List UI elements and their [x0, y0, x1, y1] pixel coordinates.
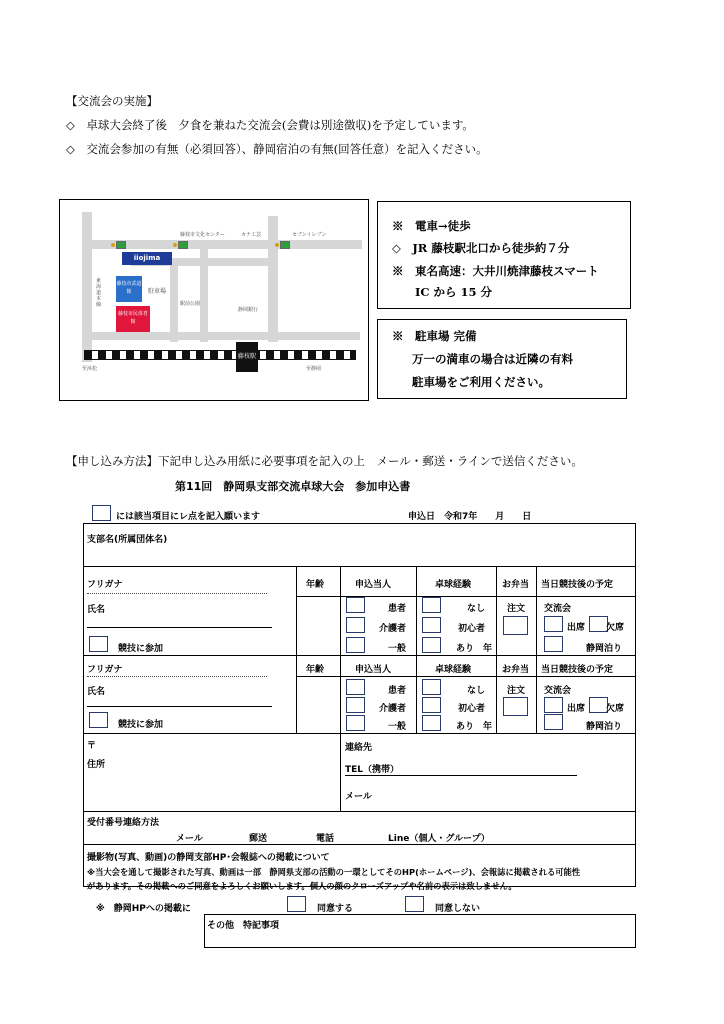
carer-label-2: 介護者 — [379, 704, 407, 714]
map-label-ekimae: 駅前公園 — [180, 301, 201, 307]
attend-label-2: 出席 — [567, 704, 586, 714]
compete-label-2: 競技に参加 — [118, 720, 164, 730]
method-mail: メール — [176, 834, 203, 844]
applicant-header-2: 申込当人 — [355, 665, 392, 675]
address-label: 住所 — [87, 760, 106, 770]
age-header-2: 年齢 — [306, 665, 325, 675]
name-label-2: 氏名 — [87, 687, 106, 697]
exp-beginner-label-1: 初心者 — [458, 624, 486, 634]
intro-heading: 【交流会の実施】 — [66, 94, 158, 108]
party-label-2: 交流会 — [544, 686, 572, 696]
exp-years-label-1: あり 年 — [456, 644, 493, 654]
attend-checkbox-1[interactable] — [544, 616, 563, 632]
photo-title: 撮影物(写真、動画)の静岡支部HP･会報誌への掲載について — [87, 853, 330, 863]
map-label-bank: 静岡銀行 — [238, 307, 259, 313]
name-label-1: 氏名 — [87, 605, 106, 615]
intro-line-1: ◇ 卓球大会終了後 夕食を兼ねた交流会(会費は別途徴収)を予定しています。 — [66, 118, 474, 132]
photo-note-2: があります。その掲載へのご同意をよろしくお願いします。個人の顔のクローズアップや名前の表示は致しません。 — [87, 881, 517, 891]
bento-header-2: お弁当 — [502, 665, 530, 675]
patient-label-1: 患者 — [388, 604, 407, 614]
exp-beginner-checkbox-1[interactable] — [422, 617, 441, 633]
station-block: 藤枝駅 — [236, 342, 258, 372]
store-logo: iiojima — [122, 252, 172, 265]
carer-checkbox-2[interactable] — [346, 697, 365, 713]
general-checkbox-2[interactable] — [346, 715, 365, 731]
exp-beginner-label-2: 初心者 — [458, 704, 486, 714]
order-label-1: 注文 — [507, 604, 526, 614]
age-header-1: 年齢 — [306, 580, 325, 590]
exp-years-label-2: あり 年 — [456, 722, 493, 732]
compete-checkbox-2[interactable] — [89, 712, 108, 728]
exp-years-checkbox-1[interactable] — [422, 637, 441, 653]
map-label-tokaido: 東海道本線 — [96, 278, 102, 308]
agree-label: 同意する — [317, 904, 354, 914]
access-line-4: IC から 15 分 — [415, 285, 493, 299]
intro-line-2: ◇ 交流会参加の有無（必須回答）、静岡宿泊の有無(回答任意）を記入ください。 — [66, 142, 488, 156]
map-label-seven: セブンイレブン — [292, 232, 327, 238]
order-label-2: 注文 — [507, 686, 526, 696]
general-label-2: 一般 — [388, 722, 407, 732]
method-post: 郵送 — [249, 834, 268, 844]
furigana-label-1: フリガナ — [87, 580, 123, 590]
map-label-culture-center: 藤枝市文化センター — [180, 232, 225, 238]
exp-years-checkbox-2[interactable] — [422, 715, 441, 731]
photo-note-1: ※当大会を通して撮影された写真、動画は一部 静岡県支部の活動の一環としてそのHP(ホームページ)、会報誌に掲載される可能性 — [87, 867, 581, 877]
attend-label-1: 出席 — [567, 623, 586, 633]
bento-header-1: お弁当 — [502, 580, 530, 590]
map-label-parking: 駐車場 — [148, 288, 167, 295]
access-line-3: ※ 東名高速：大井川焼津藤枝スマート — [392, 264, 599, 278]
map-label-hamamatsu: 至浜松 — [82, 366, 98, 372]
carer-checkbox-1[interactable] — [346, 617, 365, 633]
map-label-kana: カナ工芸 — [241, 232, 262, 238]
map-budokan: 藤枝市武道館 — [116, 276, 142, 302]
attend-checkbox-2[interactable] — [544, 697, 563, 713]
disagree-checkbox[interactable] — [405, 896, 424, 912]
absent-label-1: 欠席 — [606, 623, 625, 633]
form-title: 第11回 静岡県支部交流卓球大会 参加申込書 — [175, 480, 411, 493]
method-phone: 電話 — [316, 834, 335, 844]
method-line: Line（個人・グループ） — [388, 834, 490, 844]
after-plan-header-2: 当日競技後の予定 — [541, 665, 614, 675]
compete-checkbox-1[interactable] — [89, 636, 108, 652]
contact-label: 連絡先 — [345, 743, 373, 753]
postal-label: 〒 — [87, 741, 97, 751]
exp-none-label-2: なし — [467, 686, 486, 696]
receipt-label: 受付番号連絡方法 — [87, 818, 160, 828]
disagree-label: 同意しない — [435, 904, 481, 914]
tel-label: TEL（携帯） — [345, 765, 400, 775]
after-plan-header-1: 当日競技後の予定 — [541, 580, 614, 590]
stay-checkbox-2[interactable] — [544, 714, 563, 730]
patient-checkbox-2[interactable] — [346, 679, 365, 695]
mail-label: メール — [345, 792, 372, 802]
absent-label-2: 欠席 — [606, 704, 625, 714]
access-info-box — [377, 201, 631, 309]
stay-label-1: 静岡泊り — [586, 644, 623, 654]
general-checkbox-1[interactable] — [346, 637, 365, 653]
stay-label-2: 静岡泊り — [586, 722, 623, 732]
agree-checkbox[interactable] — [287, 896, 306, 912]
access-map — [59, 199, 369, 401]
carer-label-1: 介護者 — [379, 624, 407, 634]
map-label-shizuoka: 至静岡 — [306, 366, 322, 372]
access-line-2: ◇ JR 藤枝駅北口から徒歩約７分 — [392, 241, 570, 255]
party-label-1: 交流会 — [544, 604, 572, 614]
legend-checkbox — [92, 505, 111, 521]
parking-info-box — [377, 319, 627, 399]
patient-label-2: 患者 — [388, 686, 407, 696]
hp-consent-label: ※ 静岡HPへの掲載に — [96, 904, 191, 914]
bento-order-box-2[interactable] — [503, 697, 528, 716]
railway-line — [84, 350, 356, 360]
exp-none-label-1: なし — [467, 604, 486, 614]
apply-date: 申込日 令和7年 月 日 — [408, 512, 532, 522]
exp-beginner-checkbox-2[interactable] — [422, 697, 441, 713]
check-note: には該当項目にレ点を記入願います — [116, 512, 261, 522]
bento-order-box-1[interactable] — [503, 616, 528, 635]
general-label-1: 一般 — [388, 644, 407, 654]
patient-checkbox-1[interactable] — [346, 597, 365, 613]
stay-checkbox-1[interactable] — [544, 636, 563, 652]
access-line-1: ※ 電車→徒歩 — [392, 219, 471, 233]
parking-line-1: ※ 駐車場 完備 — [392, 329, 477, 343]
experience-header-1: 卓球経験 — [435, 580, 472, 590]
exp-none-checkbox-1[interactable] — [422, 597, 441, 613]
apply-method: 【申し込み方法】下記申し込み用紙に必要事項を記入の上 メール・郵送・ラインで送信ください。 — [66, 454, 583, 468]
other-notes-label: その他 特記事項 — [207, 921, 280, 931]
exp-none-checkbox-2[interactable] — [422, 679, 441, 695]
parking-line-2: 万一の満車の場合は近隣の有料 — [412, 352, 573, 366]
furigana-label-2: フリガナ — [87, 665, 123, 675]
parking-line-3: 駐車場をご利用ください。 — [412, 375, 550, 389]
compete-label-1: 競技に参加 — [118, 644, 164, 654]
map-gym: 藤枝市民体育館 — [116, 306, 150, 332]
branch-label: 支部名(所属団体名) — [87, 535, 168, 545]
experience-header-2: 卓球経験 — [435, 665, 472, 675]
applicant-header-1: 申込当人 — [355, 580, 392, 590]
